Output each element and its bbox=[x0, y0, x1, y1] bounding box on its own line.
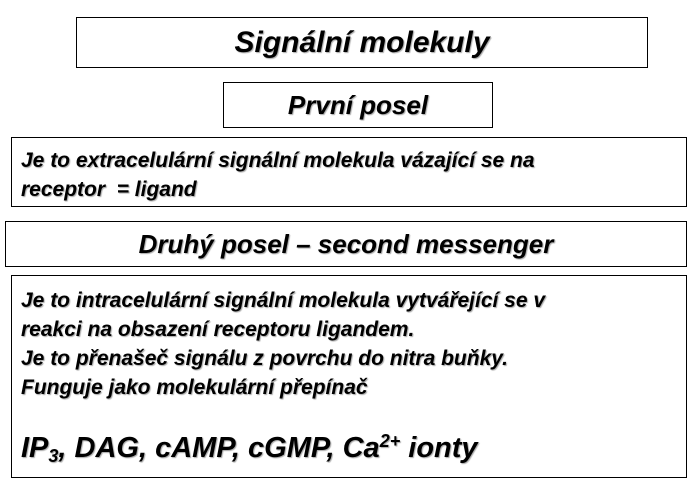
example-ca-superscript: 2+ bbox=[379, 431, 401, 451]
second-messenger-heading: Druhý posel – second messenger bbox=[138, 228, 554, 259]
definition-line: receptor = ligand bbox=[21, 178, 197, 201]
definition-line: Je to extracelulární signální molekula vázající se na bbox=[21, 149, 535, 172]
example-ip: IP bbox=[21, 432, 49, 464]
definition-line: Je to intracelulární signální molekula vytvářející se v bbox=[21, 289, 546, 312]
second-messenger-examples bbox=[21, 422, 686, 475]
title-box bbox=[76, 17, 648, 68]
definition-line: Funguje jako molekulární přepínač bbox=[21, 376, 368, 399]
first-messenger-definition-box bbox=[11, 137, 687, 207]
example-ip-subscript: 3 bbox=[48, 446, 59, 466]
second-messenger-heading-box bbox=[5, 221, 687, 267]
first-messenger-heading-box bbox=[223, 82, 493, 128]
definition-line: Je to přenašeč signálu z povrchu do nitra buňky. bbox=[21, 347, 508, 370]
example-ions: ionty bbox=[400, 432, 478, 464]
page-title: Signální molekuly bbox=[234, 25, 490, 59]
first-messenger-heading: První posel bbox=[287, 89, 429, 120]
spacer bbox=[21, 402, 686, 422]
example-list: , DAG, cAMP, cGMP, Ca bbox=[58, 432, 380, 464]
definition-line: reakci na obsazení receptoru ligandem. bbox=[21, 318, 415, 341]
second-messenger-definition-box bbox=[11, 275, 687, 478]
